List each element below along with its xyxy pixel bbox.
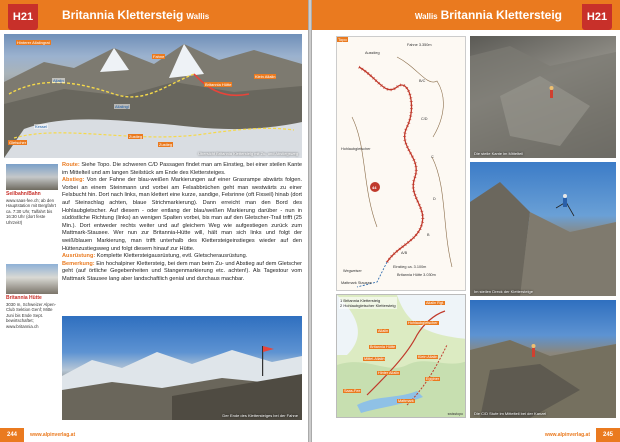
photo-steep-edge	[470, 36, 616, 158]
route-badge-right: H21	[582, 4, 612, 30]
route-badge: H21	[8, 4, 38, 30]
remark-paragraph	[62, 261, 302, 284]
page-title: Britannia Klettersteig	[62, 8, 184, 22]
map-source: swisstopo	[447, 412, 463, 416]
map-label-klein-allalin: Klein Allalin	[418, 355, 438, 359]
route-paragraph	[62, 162, 302, 177]
photo-climbers	[470, 162, 616, 296]
label-klein-allalin: Klein Allalin	[255, 74, 276, 79]
remark-heading: Bemerkung:	[62, 260, 95, 267]
summit-photo	[62, 316, 302, 420]
label-gletscher: Gletscher	[9, 140, 27, 145]
topo-label-grade-cd: C/D	[421, 117, 428, 121]
equipment-heading: Ausrüstung:	[62, 253, 96, 260]
topo-label-grade-c: C	[431, 155, 434, 159]
label-zustieg-2: Zustieg	[159, 142, 173, 147]
map-label-britannia: Britannia Hütte	[370, 345, 396, 349]
cablecar-info	[6, 192, 58, 226]
topo-diagram	[336, 36, 466, 291]
topo-label-start: Einstieg ca. 3.100m	[393, 265, 427, 269]
map-legend-1: 1 Britannia Klettersteig	[340, 298, 381, 303]
topo-label-grade-d: D	[433, 197, 436, 201]
hut-text: 3030 m, Schweizer Alpen-Club Sektion Genf; Mitte Juni bis Ende Sept. bewirtschaftet; www.britannia.ch	[6, 301, 56, 329]
topo-label-lake: Mattmark Stausee	[341, 281, 372, 285]
map-label-hinter-allalin: Hinter Allalin	[378, 371, 400, 375]
topo-label-exit: Ausstieg	[365, 51, 380, 55]
route-heading: Route:	[62, 162, 80, 168]
summit-caption: Der Ende des Klettersteiges bei der Fahne	[222, 413, 298, 418]
remark-text: Ein hochalpiner Klettersteig, bei dem man beim Zu- und Abstieg auf dem Gletscher geht (auf örtliche Gegebenheiten und Stangenmarkierung etc. achten!). Als Tagestour vom Mattmark Stausee lang aber landschaftlich genial und durchaus machbar.	[62, 260, 302, 282]
map-label-egginer: Egginer	[426, 377, 440, 381]
left-page	[0, 0, 308, 442]
topo-label-glacier: Hohlaubgletscher	[341, 147, 371, 151]
page-number-right: 245	[596, 428, 620, 442]
topo-label-hut: Britannia Hütte 3.030m	[397, 273, 436, 277]
label-britannia-hut: Britannia Hütte	[205, 82, 232, 87]
overview-photo	[4, 34, 302, 158]
topo-label-fahne: Fahne 3.350m	[407, 43, 432, 47]
label-allalin: Allalin	[53, 78, 64, 83]
topo-tag: Topo	[338, 37, 347, 42]
route-description	[62, 162, 302, 284]
footer-url-left[interactable]: www.alpinverlag.at	[30, 432, 76, 438]
overview-caption: Übersicht Britannia Klettersteig mit Zu- und Abstiegsweg	[198, 151, 298, 156]
route-map	[336, 294, 466, 418]
label-fahne: Fahne	[153, 54, 165, 59]
descent-text: Von der Fahne der blau-weißen Markierungen auf einer Grasrampe abwärts folgen. Vorbei an einem Steinmann und vorbei am Felsabbrüchen geht man westwärts zu einer Felsbucht hin. Dort nach links, man klettert eine kurze, sandige, Felsrinne (oft Fixseil) hinab (dort auf Steinschlag achten, blaue Strichmarkierung). Dann erreicht man den Bord des Hohlaubgletscher. Auf diesem - oder entlang der blau/weißen Markierung darüber - nun in südöstliche Richtung (links) an wenigen Spalten vorbei, bis man auf den Gletscher-Trail trifft (25 Min.). Dort entweder rechts weiter und auf gleichem Weg wie aufgestiegen zurück zum Mattmark-Stausee. Wer nun zur Britannia-Hütte will, hält man sich links und folgt der weiß/blauen Markierung, man trifft unterhalb des Klettersteigeinstieges wieder auf den Hüttenzustiegsweg und folgt diesem hinauf zur Hütte.	[62, 177, 302, 252]
label-allalingl: Allalingl	[115, 104, 129, 109]
hut-info	[6, 296, 58, 330]
topo-label-grade-b: B	[427, 233, 430, 237]
topo-label-signpost: Wegweiser	[343, 269, 362, 273]
right-page	[312, 0, 620, 442]
descent-heading: Abstieg:	[62, 177, 85, 184]
topo-label-grade-ab: A/B	[401, 251, 408, 255]
cablecar-text: www.saas-fee.ch; ab den Hauptstation mit Bergfahrt ca. 7:30 Uhr, Talfahrt bis 16:30 Uhr (dort feste Uhrzeit!)	[6, 197, 56, 225]
caption-steep-edge: Die steile Kante im Mittelteil	[474, 151, 524, 156]
map-label-saas-fee: Saas-Fee	[344, 389, 361, 393]
right-header	[312, 0, 620, 30]
descent-paragraph	[62, 177, 302, 253]
topo-circle-number: 44	[372, 185, 377, 190]
hut-title: Britannia Hütte	[6, 295, 42, 301]
left-header	[0, 0, 308, 30]
map-label-mattmark: Mattmark	[398, 399, 414, 403]
map-label-mittel-allalin: Mittel-Allalin	[364, 357, 385, 361]
label-hinterer-allalingrat: Hinterer Allalingrat	[17, 40, 50, 45]
hut-photo	[6, 264, 58, 294]
page-title-right: Britannia Klettersteig	[440, 8, 562, 22]
cablecar-title: Seilbahn/Bahn	[6, 191, 41, 197]
map-legend-2: 2 Hohlaubgletscher Klettersteig	[340, 303, 396, 308]
label-zustieg-1: Zustieg	[129, 134, 143, 139]
region-label-right: Wallis	[414, 12, 438, 21]
map-label-allalin-rgt: Allalin Rgt.	[426, 301, 445, 305]
map-label-allalin: Allalin	[378, 329, 389, 333]
map-label-glacier: Hohlaubgletscher	[408, 321, 438, 325]
equipment-text: Komplette Klettersteigausrüstung, evtl. Gletscherausrüstung.	[95, 253, 248, 260]
page-number-left: 244	[0, 428, 24, 442]
caption-cd-step: Die C/D Stufe im Mittelteil bei der Kanzel	[474, 411, 547, 416]
cablecar-photo	[6, 164, 58, 190]
map-legend	[339, 297, 397, 309]
topo-label-grade-bc: B/C	[419, 79, 426, 83]
label-kessel: Kessel	[35, 124, 48, 129]
region-label: Wallis	[186, 12, 210, 21]
caption-climbers: Im steilen Dreck der Klettersteige	[474, 289, 533, 294]
photo-cd-step	[470, 300, 616, 418]
route-text: Siehe Topo. Die schweren C/D Passagen findet man am Einstieg, bei einer steilen Kante im Mittelteil und am langen Steilstück am Ende des Klettersteiges.	[62, 162, 302, 176]
footer-url-right[interactable]: www.alpinverlag.at	[544, 432, 590, 438]
equipment-paragraph	[62, 253, 302, 261]
